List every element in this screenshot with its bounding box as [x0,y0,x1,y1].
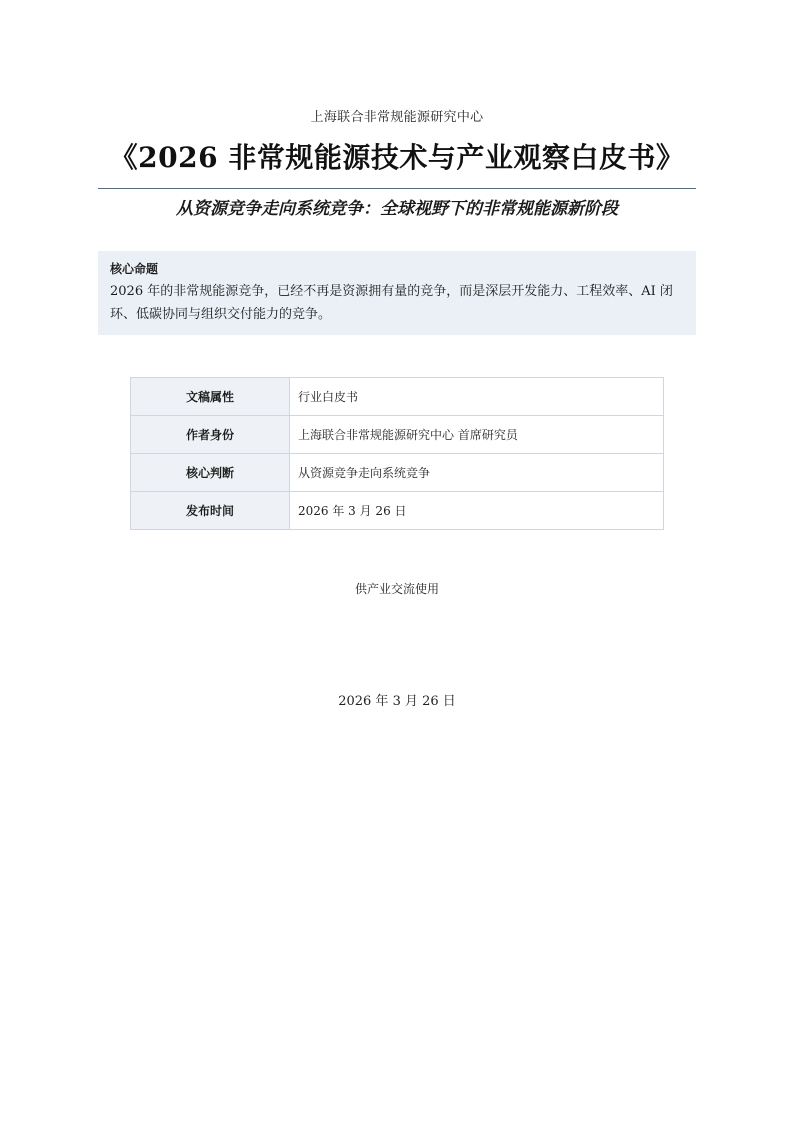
meta-value: 上海联合非常规能源研究中心 首席研究员 [290,416,664,454]
meta-value: 行业白皮书 [290,378,664,416]
publication-date: 2026 年 3 月 26 日 [338,694,456,709]
meta-label: 发布时间 [131,492,290,530]
meta-label: 核心判断 [131,454,290,492]
usage-note: 供产业交流使用 [354,582,439,596]
document-metadata-table [130,377,664,530]
callout-heading: 核心命题 [110,262,159,276]
meta-label: 文稿属性 [131,378,290,416]
meta-value: 从资源竞争走向系统竞争 [290,454,664,492]
meta-label: 作者身份 [131,416,290,454]
core-proposition-callout [98,251,696,335]
document-title: 《2026 非常规能源技术与产业观察白皮书》 [109,141,685,174]
title-divider [98,188,696,189]
table-row [131,416,664,454]
table-row [131,454,664,492]
callout-body: 2026 年的非常规能源竞争，已经不再是资源拥有量的竞争，而是深层开发能力、工程效率、AI 闭环、低碳协同与组织交付能力的竞争。 [110,284,673,322]
table-row [131,378,664,416]
table-row [131,492,664,530]
organization-name: 上海联合非常规能源研究中心 [310,110,484,125]
meta-value: 2026 年 3 月 26 日 [290,492,664,530]
document-subtitle: 从资源竞争走向系统竞争：全球视野下的非常规能源新阶段 [176,199,618,219]
